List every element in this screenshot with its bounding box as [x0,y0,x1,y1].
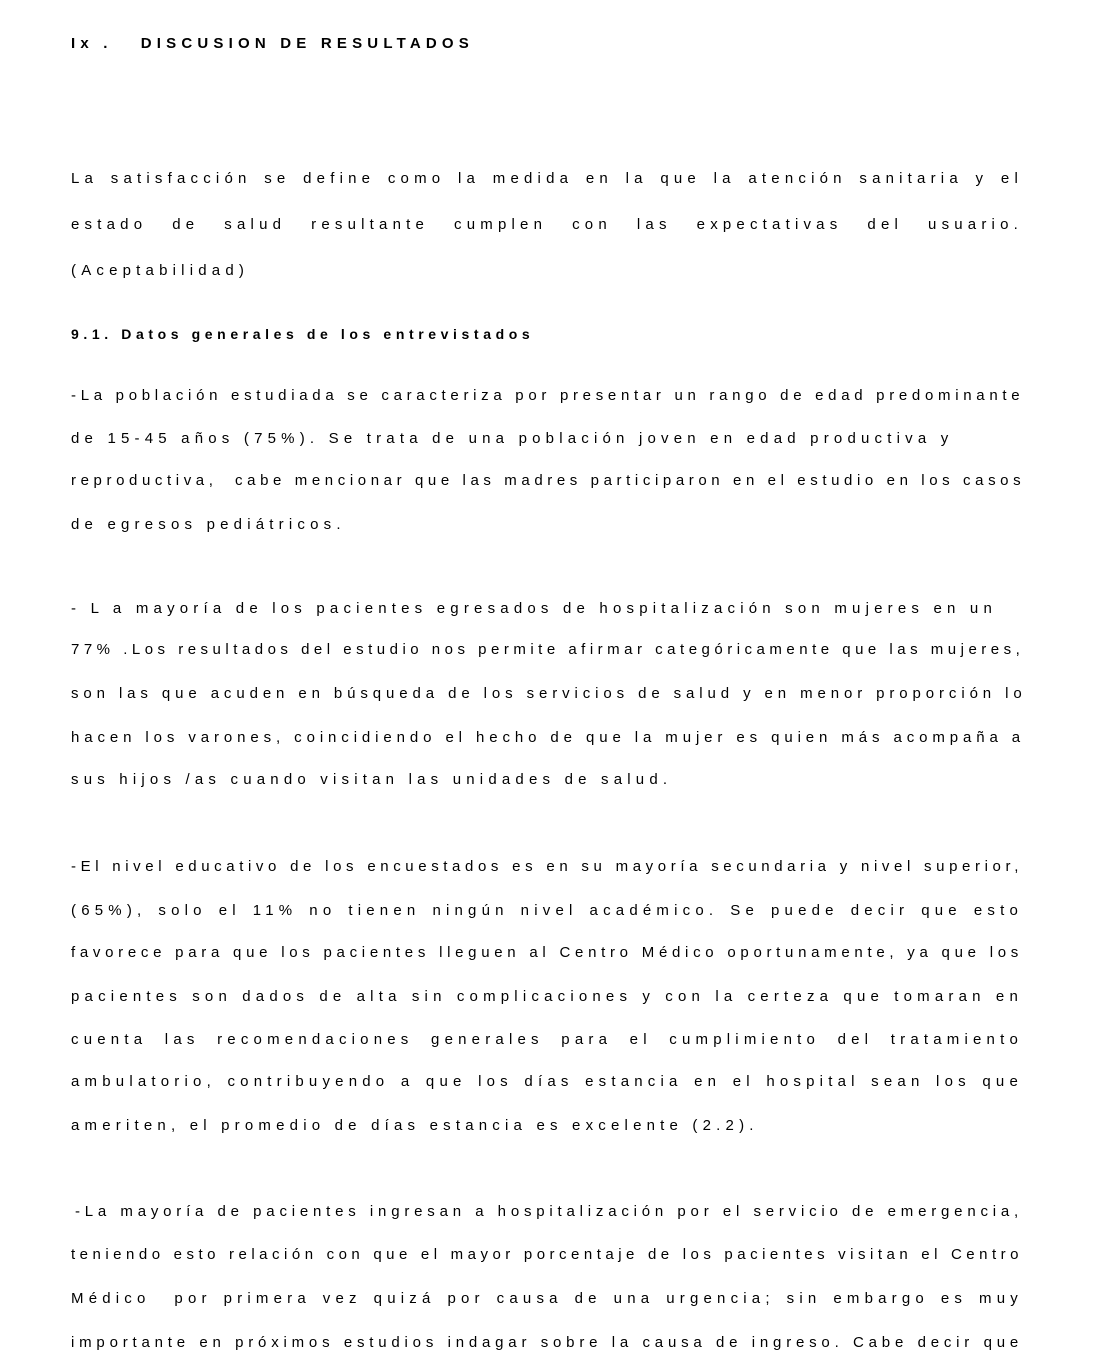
paragraph-1-line-2: de 15-45 años (75%). Se trata de una población joven en edad productiva y [71,430,954,447]
paragraph-1-line-3: reproductiva, cabe mencionar que las madres participaron en el estudio en los casos [71,472,1026,489]
paragraph-3-line-7: ameriten, el promedio de días estancia es excelente (2.2). [71,1117,759,1134]
paragraph-2-line-1: - L a mayoría de los pacientes egresados de hospitalización son mujeres en un [71,600,997,617]
paragraph-4-line-2: teniendo esto relación con que el mayor porcentaje de los pacientes visitan el Centro [71,1246,1023,1263]
subsection-heading: 9.1. Datos generales de los entrevistados [71,326,535,342]
paragraph-2-line-3: son las que acuden en búsqueda de los servicios de salud y en menor proporción lo [71,685,1027,702]
intro-line-2: estado de salud resultante cumplen con las expectativas del usuario. [71,216,1023,233]
paragraph-3-line-6: ambulatorio, contribuyendo a que los días estancia en el hospital sean los que [71,1073,1023,1090]
section-heading: Ix . DISCUSION DE RESULTADOS [71,35,474,52]
paragraph-4-line-3: Médico por primera vez quizá por causa de una urgencia; sin embargo es muy [71,1290,1023,1307]
paragraph-3-line-4: pacientes son dados de alta sin complicaciones y con la certeza que tomaran en [71,988,1023,1005]
paragraph-3-line-5: cuenta las recomendaciones generales para el cumplimiento del tratamiento [71,1031,1023,1048]
paragraph-4-line-4: importante en próximos estudios indagar sobre la causa de ingreso. Cabe decir que [71,1334,1023,1351]
paragraph-1-line-1: -La población estudiada se caracteriza por presentar un rango de edad predominante [71,387,1025,404]
intro-line-1: La satisfacción se define como la medida en la que la atención sanitaria y el [71,170,1023,187]
intro-line-3: (Aceptabilidad) [71,262,250,279]
paragraph-3-line-1: -El nivel educativo de los encuestados es en su mayoría secundaria y nivel superior, [71,858,1023,875]
paragraph-3-line-3: favorece para que los pacientes lleguen al Centro Médico oportunamente, ya que los [71,944,1023,961]
paragraph-2-line-5: sus hijos /as cuando visitan las unidades de salud. [71,771,673,788]
paragraph-2-line-2: 77% .Los resultados del estudio nos permite afirmar categóricamente que las mujeres, [71,641,1025,658]
paragraph-1-line-4: de egresos pediátricos. [71,516,346,533]
paragraph-2-line-4: hacen los varones, coincidiendo el hecho de que la mujer es quien más acompaña a [71,729,1026,746]
paragraph-4-line-1: -La mayoría de pacientes ingresan a hospitalización por el servicio de emergencia, [75,1203,1023,1220]
paragraph-3-line-2: (65%), solo el 11% no tienen ningún nivel académico. Se puede decir que esto [71,902,1023,919]
